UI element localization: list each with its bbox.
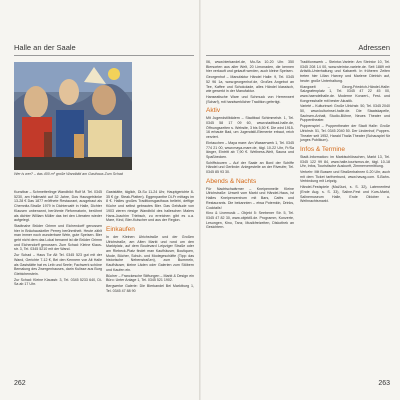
photo-caption: Wer is wer? – das 400 m² große Wandbild am Gasthaus Zum Schad [14, 172, 123, 176]
left-column-2 [106, 190, 194, 294]
paragraph: Stadtnahe Brüder Grimm und Eichendorff genossen hier in Bräuhauskeller Perrey berühmtheit. Heute zählt man immer noch wunderbare Wein, gute Speisen. Bier geht nicht dem das Lokal benannt ist die Brüder Grimm und Eichendorff genossen. Zum Schad: Kleine Klaus-str. 3, Tel. 0345 5210 mit der Wand. [14, 223, 102, 252]
paragraph: Puppenspiel – Puppentheater der Stadt Halle: Große Ulrichstr. 51, Tel. 0345 2040 50. Der Lindenhof, Puppen-Theater seit 1952, Harald Thalia Theater (Schauspiel für junges Publikum). [300, 124, 390, 143]
header-rule [206, 55, 390, 56]
paragraph: Gaststätte, täglich, Di-Su 11-24 Uhr, Hauptgerichte 8-35 € (gr. Steak-Platten). Eggenpanthe Di-Fr mittags im 8 €. Halles großes Traditionsgasthaus beliebt, deftige Küche und selbst gebrautes Bier. Das Gebäude von 1903 zieren riesige Wandbild des halleschen Malers Hans-Joachim Triebsch, zu erreichen gibt es u.a. Mare, Kind, Bier-Kutscher und aus der Region. [106, 190, 194, 223]
paragraph: Klangwelt – Georg-Friedrich-Händel-Halle: Salzgrafenplatz 1, Tel. 0345 47 22 45 00, www.haendelhalle.de. Moderne Konzert-, Fest- und Kongresshalle mit bester Akustik. [300, 84, 390, 103]
section-heading-abends: Abends & Nachts [206, 177, 257, 185]
header-rule [14, 55, 194, 56]
paragraph: Georgenhof – Manufaktur Händel Halle: 9, Tel. 0345 52 96 1a, www.georgenhof.de, Großes Angebot an Tee, Kaffee und Schokolade, alles Händel klassisch, wie gewerkt in der Manufaktur. [206, 75, 294, 94]
section-heading-infos: Infos & Termine [300, 145, 346, 153]
paragraph: Für Nachtschwärmer – Kneipenmeile Kleine Ulrichstraße: Unweit vom Markt und Händel-Haus, ist Halles Kneipenzentrum mit Bars, Cafés und Restaurants. Die bekannten – etwa Potemkin, Drinks, Cocktails! [206, 186, 294, 210]
paragraph: Schiffstouren – Auf der Saale an Bord der Schiffe Händel und Gerlinde: Anlegestelle an der Riveufer, Tel. 0345 85 93 30. [206, 160, 294, 175]
paragraph: Zur Schad – Haus Tor Alt Tel. 0345 523 gut mit der Wand, Gerichte 7-12 €, Bei den Kennern von Alt Halle als Gaststätte hat es Leib und Seele; Fachwerk schöne Bemalung des Zwergenhauses, darin Kulisse aus Burg Giebichenstein. [14, 253, 102, 276]
running-head-right: Adressen [358, 43, 390, 52]
paragraph: Eintauchen – Maya mare: Am Wasserwerk 1, Tel. 0345 774 21 00, www.maya-mare.de, tägl. 10-22 Uhr, Fr/Sa länger, Eintritt ab 7,90 €. Wellness-Welt, Sauna und Spaßbecken. [206, 140, 294, 159]
right-column-1 [206, 60, 294, 231]
paragraph: Mit Jugendstilbädern – Stadtbad Schimmelstr. 1, Tel. 0345 58 17 09 60, www.stadtbad-halle.de, Öffnungszeiten s. Website, 3 bis 5,50 €. Die wird 1915-16 erbaute Bad, um Jugendstil-Elemente erbaut, reich verziert. [206, 116, 294, 140]
section-heading-einkaufen: Einkaufen [106, 225, 135, 233]
mural-photo [14, 62, 132, 170]
paragraph: Kunstbar – Schmetterlinge Wandbild: Rolf M. Tel. 0345 5230, am Hallmarkt auf 32 Jahre, Dos Hausgetränke 13-28 € Das 1877 eröffnete Restaurant, ausgebaut als Chemnitz-Straße 1979 in Dichtercafé in Halle, Dichter Klausen unbenannt, berühmte Reformatorin, berühmt als dichter William Müller das bei den Literaten wieder aufgelegt. [14, 190, 102, 223]
running-head-left: Halle an der Saale [14, 43, 76, 52]
paragraph: Traditionswerk – Steintor-Variete: Am Steintor 10, Tel. 0345 208 14 00, www.steintor-variete.de. Seit 1889 mit Artistik-Unterhaltung und Kabarett. In früheren Zeiten treten hier Lilian Harvey und Marlene Dietrich auf, heute: große Unterhaltung. [300, 60, 390, 83]
paragraph: Händel-Festspiele (Mai/Juni, s. S. 32), Laternenfest (Ende Aug. s. S. 33), Saline-Fest und Kurs-Markt, Salinemuseum Halle, Ende Oktober u. Weihnachtsmarkt. [300, 185, 390, 204]
paragraph: Kino & Livemusik – Objekt 5: Seebener Str. 5, Tel. 0345 47 82 30, www.objekt5.de. Programm, Konzerte, Lesungen, Kino, Tanz, Musikfreizeiten, Diskothek an Gesichtern. [206, 211, 294, 230]
paragraph: Varieté – Kulturinsel: Große Ulrichstr. 50, Tel. 0345 2040 50, www.kulturinsel-halle.de. Die Staatskapelle, Sachsen-Anhalt, Studio-Bühne, Neues Theater und Puppentheater. [300, 104, 390, 123]
paragraph: Bergwerke Galerie: Die Bierkandel Bei Marktburg 1, Tel. 0345 47 88 90 [106, 283, 194, 293]
right-page [200, 0, 400, 400]
paragraph: Bücher – Franckesche Stiftungen – Markt & Design ein Büro: Unter Anlage 1, Tel. 0345 521 1902. [106, 273, 194, 283]
paragraph: 06, www.bierkandel.de, Mo-Sa 10-20 Uhr. 350 Biersorten aus aller Welt, 20 Limonaden, die kennen hier verkauft und gekauft werden, auch kleine Speisen. [206, 60, 294, 74]
page-number-left: 262 [14, 380, 26, 387]
paragraph: Hanseatische Ware und Schmuck von Herrenwert (Scharf), mit handwerklicher Tradition gefertigt. [206, 94, 294, 104]
section-heading-aktiv: Aktiv [206, 107, 221, 115]
paragraph: In der Kleinen Ulrichstraße und der Großen Ulrichstraße, am Alten Markt und rund um den Marktplatz, auf dem Boulevard Leipziger Straße oder am Riebeck-Platz findet man Kaufhäuser, Boutiquen, Mode, Bücher, Schuh- und Modegeschäfte (Tipp: das historische Nebenstraßen), zum Bummeln, Kaufhäuser, kleine Läden oder Galerien zum Stöbern und Kaufen ein. [106, 234, 194, 272]
paragraph: Zur Schad: Kleine Klausstr. 3, Tel. 0345 5233 640, Di-Sa ab 17 Uhr. [14, 277, 102, 287]
paragraph: Verkehr: Mit Bussen und Straßenbahnen 0-20 Uhr, auch mit dem Ticket tarifverbund, www.havag.com. S-Bahn-Verbindung mit Leipzig. [300, 170, 390, 184]
page-number-right: 263 [378, 380, 390, 387]
right-column-2 [300, 60, 390, 205]
left-column-1 [14, 190, 102, 288]
paragraph: Stadt-Information: im Marktschlösschen, Markt 13, Tel. 0345 122 99 84, www.halle-tourismus.de, tägl. 10-18 Uhr, Infos, Touristische Auskunft, Zimmervermittlung. [300, 154, 390, 169]
